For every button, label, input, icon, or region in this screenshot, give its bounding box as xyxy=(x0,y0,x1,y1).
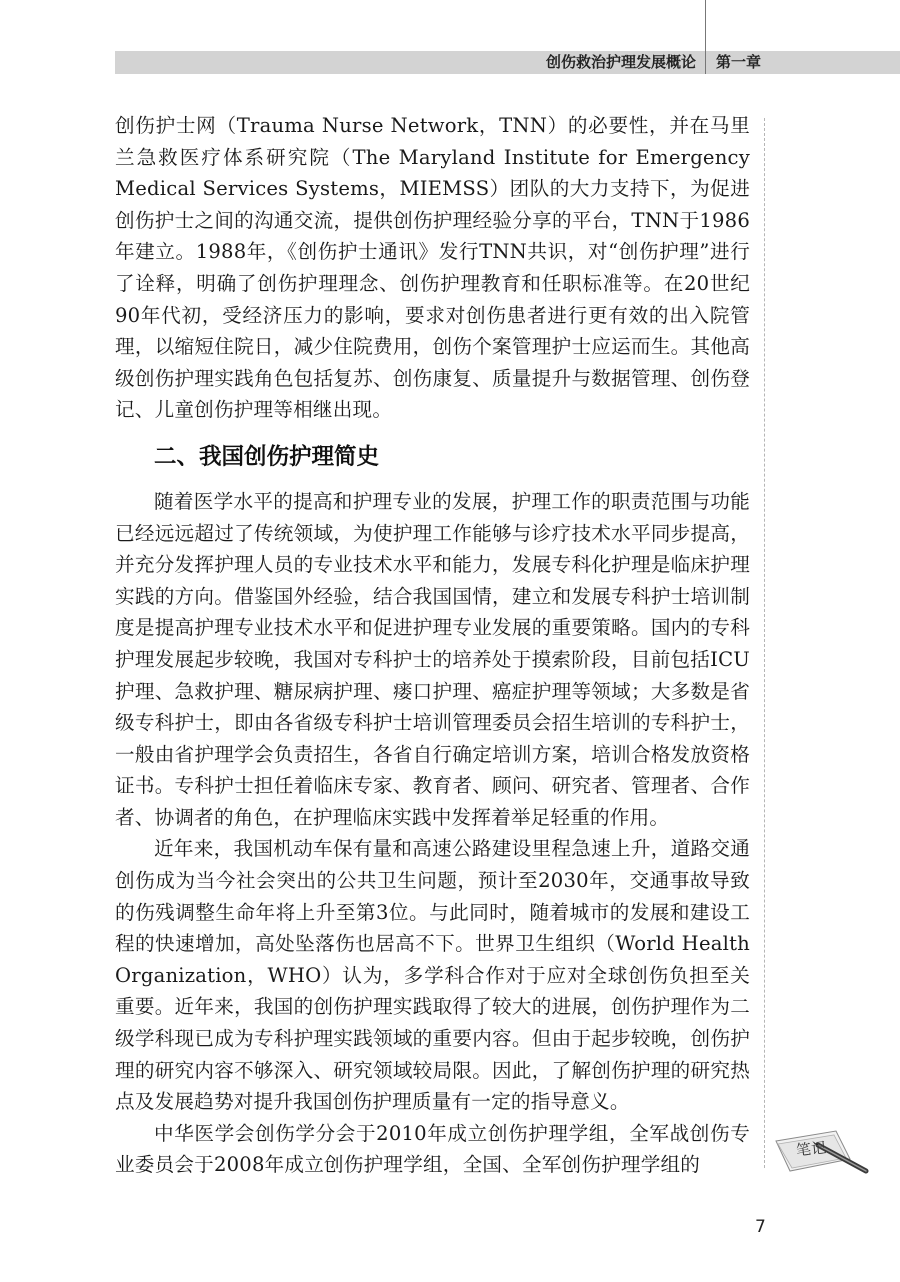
paragraph-2: 近年来，我国机动车保有量和高速公路建设里程急速上升，道路交通创伤成为当今社会突出的公共卫生问题，预计至2030年，交通事故导致的伤残调整生命年将上升至第3位。与此同时，随着城市的发展和建设工程的快速增加，高处坠落伤也居高不下。世界卫生组织（World Health Organization，WHO）认为，多学科合作对于应对全球创伤负担至关重要。近年来，我国的创伤护理实践取得了较大的进展，创伤护理作为二级学科现已成为专科护理实践领域的重要内容。但由于起步较晚，创伤护理的研究内容不够深入、研究领域较局限。因此，了解创伤护理的研究热点及发展趋势对提升我国创伤护理质量有一定的指导意义。 xyxy=(115,837,750,1114)
paragraph-1: 随着医学水平的提高和护理专业的发展，护理工作的职责范围与功能已经远远超过了传统领域，为使护理工作能够与诊疗技术水平同步提高，并充分发挥护理人员的专业技术水平和能力，发展专科化护理是临床护理实践的方向。借鉴国外经验，结合我国国情，建立和发展专科护士培训制度是提高护理专业技术水平和促进护理专业发展的重要策略。国内的专科护理发展起步较晚，我国对专科护士的培养处于摸索阶段，目前包括ICU护理、急救护理、糖尿病护理、瘘口护理、癌症护理等领域；大多数是省级专科护士，即由各省级专科护士培训管理委员会招生培训的专科护士，一般由省护理学会负责招生，各省自行确定培训方案，培训合格发放资格证书。专科护士担任着临床专家、教育者、顾问、研究者、管理者、合作者、协调者的角色，在护理临床实践中发挥着举足轻重的作用。 xyxy=(115,489,750,829)
paragraph-3: 中华医学会创伤学分会于2010年成立创伤护理学组，全军战创伤专业委员会于2008年成立创伤护理学组，全国、全军创伤护理学组的 xyxy=(115,1121,750,1177)
paragraph-intro: 创伤护士网（Trauma Nurse Network，TNN）的必要性，并在马里兰急救医疗体系研究院（The Maryland Institute for Emergency Medical Services Systems，MIEMSS）团队的大力支持下，为促进创伤护士之间的沟通交流，提供创伤护理经验分享的平台，TNN于1986年建立。1988年，《创伤护士通讯》发行TNN共识，对“创伤护理”进行了诠释，明确了创伤护理理念、创伤护理教育和任职标准等。在20世纪90年代初，受经济压力的影响，要求对创伤患者进行更有效的出入院管理，以缩短住院日，减少住院费用，创伤个案管理护士应运而生。其他高级创伤护理实践角色包括复苏、创伤康复、质量提升与数据管理、创伤登记、儿童创伤护理等相继出现。 xyxy=(115,114,750,422)
running-header-bar xyxy=(115,51,900,74)
running-header-book-title: 创伤救治护理发展概论 xyxy=(545,53,696,71)
page-body xyxy=(115,110,750,1181)
notes-margin-divider xyxy=(764,118,765,1168)
running-header-chapter: 第一章 xyxy=(716,53,762,71)
header-divider xyxy=(705,0,706,74)
section-heading: 二、我国创伤护理简史 xyxy=(154,443,380,470)
page-number: 7 xyxy=(755,1217,766,1237)
notes-label: 笔记 xyxy=(795,1138,827,1160)
